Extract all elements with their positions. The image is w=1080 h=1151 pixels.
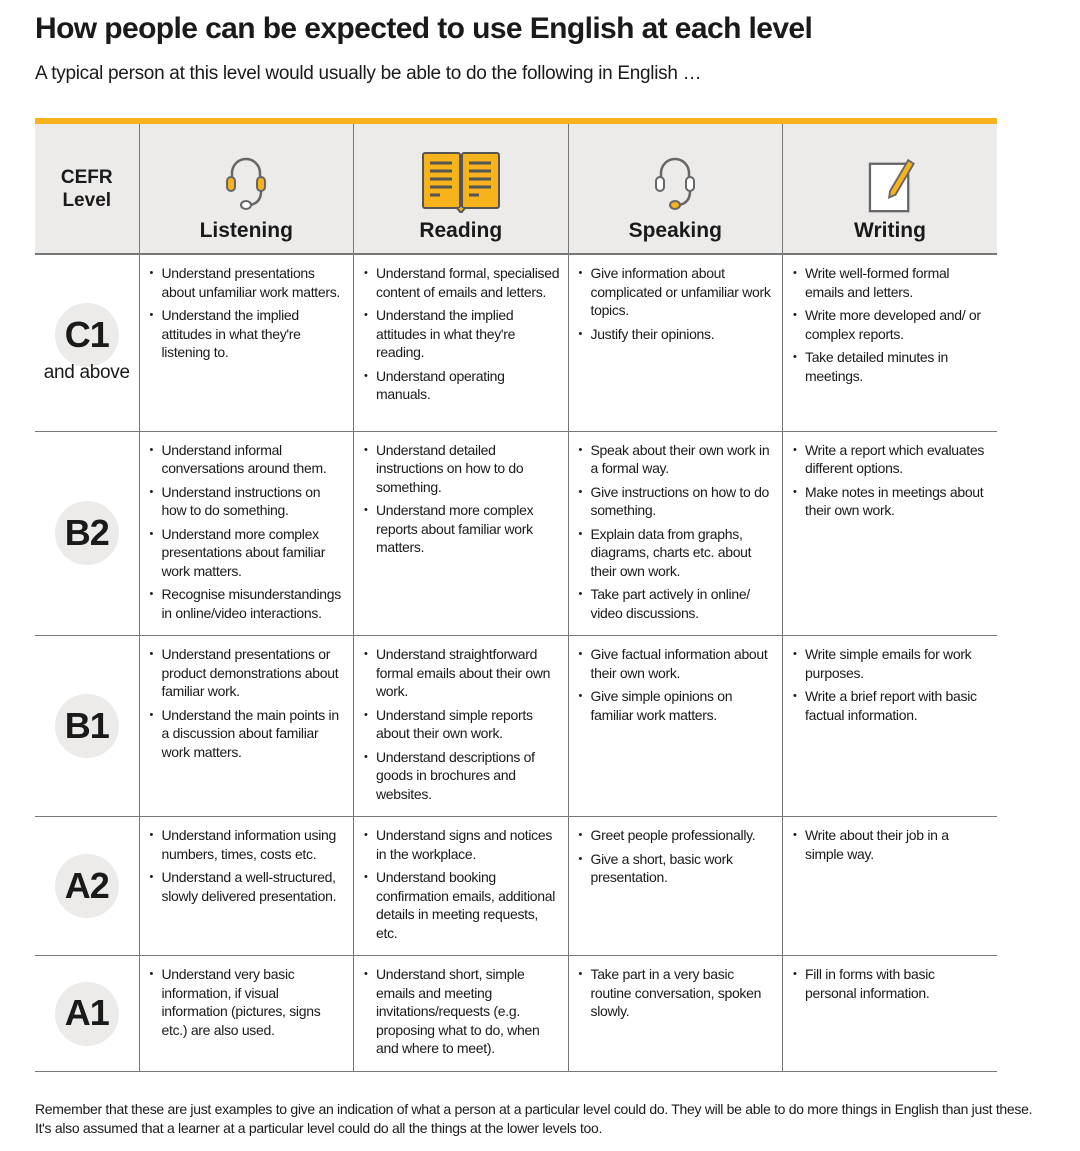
can-do-list — [150, 441, 346, 623]
can-do-list — [579, 441, 775, 623]
writing-cell — [783, 817, 998, 956]
speaking-cell — [568, 956, 783, 1072]
can-do-item: • Take part actively in online/ video discussions. — [579, 585, 775, 622]
header-label: Listening — [199, 219, 293, 242]
can-do-item: • Give a short, basic work presentation. — [579, 850, 775, 887]
table-header-row — [35, 121, 997, 254]
can-do-item: • Greet people professionally. — [579, 826, 775, 845]
can-do-item: • Understand detailed instructions on how to do something. — [364, 441, 560, 497]
reading-cell — [354, 431, 569, 636]
level-badge: B2 — [55, 501, 119, 565]
writing-cell — [783, 956, 998, 1072]
listening-cell — [139, 956, 354, 1072]
speaking-cell — [568, 254, 783, 431]
header-level-line2: Level — [62, 189, 112, 211]
listening-cell — [139, 254, 354, 431]
can-do-item: • Understand the implied attitudes in what they're reading. — [364, 306, 560, 362]
page-title: How people can be expected to use English at each level — [35, 12, 813, 45]
level-badge: C1 — [55, 303, 119, 367]
listening-cell — [139, 636, 354, 817]
level-qualifier: and above — [43, 362, 130, 384]
can-do-item: • Understand simple reports about their own work. — [364, 706, 560, 743]
can-do-list — [579, 965, 775, 1021]
level-badge: B1 — [55, 694, 119, 758]
can-do-item: • Understand formal, specialised content of emails and letters. — [364, 264, 560, 301]
header-listening — [139, 121, 354, 254]
can-do-list — [793, 264, 989, 385]
writing-cell — [783, 431, 998, 636]
can-do-list — [793, 965, 989, 1002]
level-cell — [35, 254, 139, 431]
level-cell — [35, 817, 139, 956]
can-do-item: • Write well-formed formal emails and letters. — [793, 264, 989, 301]
can-do-item: • Understand instructions on how to do something. — [150, 483, 346, 520]
can-do-item: • Understand informal conversations around them. — [150, 441, 346, 478]
can-do-item: • Write a report which evaluates different options. — [793, 441, 989, 478]
can-do-item: • Understand the main points in a discussion about familiar work matters. — [150, 706, 346, 762]
can-do-item: • Understand a well-structured, slowly delivered presentation. — [150, 868, 346, 905]
can-do-item: • Give information about complicated or unfamiliar work topics. — [579, 264, 775, 320]
table-row-c1 — [35, 254, 997, 431]
can-do-item: • Understand presentations about unfamiliar work matters. — [150, 264, 346, 301]
speaking-cell — [568, 817, 783, 956]
header-speaking — [568, 121, 783, 254]
listening-cell — [139, 431, 354, 636]
header-label: Speaking — [628, 219, 722, 242]
can-do-list — [364, 965, 560, 1058]
can-do-list — [364, 264, 560, 404]
level-badge: A1 — [55, 982, 119, 1046]
header-level-line1: CEFR — [60, 166, 113, 188]
can-do-item: • Understand signs and notices in the workplace. — [364, 826, 560, 863]
can-do-item: • Give instructions on how to do something. — [579, 483, 775, 520]
level-cell — [35, 431, 139, 636]
paper-pencil-icon — [862, 151, 918, 213]
can-do-list — [579, 264, 775, 343]
can-do-list — [364, 441, 560, 557]
table-row-a1 — [35, 956, 997, 1072]
level-cell — [35, 636, 139, 817]
footer-note: Remember that these are just examples to give an indication of what a person at a particular level could do. They will be able to do more things in English than just these. It's also assumed that a learner at a particular level could do all the things at the lower levels too. — [35, 1101, 1033, 1136]
reading-cell — [354, 254, 569, 431]
can-do-item: • Understand more complex presentations about familiar work matters. — [150, 525, 346, 581]
cefr-table — [35, 118, 997, 1072]
can-do-item: • Understand booking confirmation emails, additional details in meeting requests, etc. — [364, 868, 560, 942]
reading-cell — [354, 956, 569, 1072]
can-do-item: • Take detailed minutes in meetings. — [793, 348, 989, 385]
can-do-list — [793, 441, 989, 520]
can-do-item: • Understand information using numbers, times, costs etc. — [150, 826, 346, 863]
can-do-item: • Understand straightforward formal emails about their own work. — [364, 645, 560, 701]
can-do-item: • Write a brief report with basic factual information. — [793, 687, 989, 724]
can-do-item: • Take part in a very basic routine conversation, spoken slowly. — [579, 965, 775, 1021]
reading-cell — [354, 817, 569, 956]
speaking-cell — [568, 431, 783, 636]
table-row-a2 — [35, 817, 997, 956]
can-do-list — [364, 645, 560, 803]
writing-cell — [783, 636, 998, 817]
can-do-item: • Understand more complex reports about familiar work matters. — [364, 501, 560, 557]
can-do-item: • Understand very basic information, if visual information (pictures, signs etc.) are also used. — [150, 965, 346, 1039]
table-row-b1 — [35, 636, 997, 817]
can-do-list — [150, 264, 346, 362]
can-do-item: • Speak about their own work in a formal way. — [579, 441, 775, 478]
can-do-item: • Justify their opinions. — [579, 325, 775, 344]
speaking-cell — [568, 636, 783, 817]
can-do-item: • Explain data from graphs, diagrams, charts etc. about their own work. — [579, 525, 775, 581]
listening-cell — [139, 817, 354, 956]
can-do-list — [793, 826, 989, 863]
can-do-item: • Understand operating manuals. — [364, 367, 560, 404]
can-do-item: • Write more developed and/ or complex reports. — [793, 306, 989, 343]
writing-cell — [783, 254, 998, 431]
header-writing — [783, 121, 998, 254]
page-subtitle: A typical person at this level would usually be able to do the following in English … — [35, 63, 702, 84]
headphones-icon — [216, 151, 276, 213]
can-do-item: • Understand short, simple emails and meeting invitations/requests (e.g. proposing what to do, when and where to meet). — [364, 965, 560, 1058]
can-do-list — [150, 645, 346, 761]
header-label: Writing — [854, 219, 926, 242]
can-do-item: • Give simple opinions on familiar work matters. — [579, 687, 775, 724]
can-do-list — [150, 826, 346, 905]
can-do-item: • Understand the implied attitudes in what they're listening to. — [150, 306, 346, 362]
header-reading — [354, 121, 569, 254]
can-do-list — [364, 826, 560, 942]
can-do-item: • Understand descriptions of goods in brochures and websites. — [364, 748, 560, 804]
can-do-item: • Understand presentations or product demonstrations about familiar work. — [150, 645, 346, 701]
header-label: Reading — [419, 219, 503, 242]
can-do-list — [793, 645, 989, 724]
can-do-item: • Give factual information about their own work. — [579, 645, 775, 682]
header-cefr-level — [35, 121, 139, 254]
can-do-item: • Recognise misunderstandings in online/video interactions. — [150, 585, 346, 622]
can-do-item: • Write about their job in a simple way. — [793, 826, 989, 863]
headset-microphone-icon — [645, 151, 705, 213]
can-do-item: • Write simple emails for work purposes. — [793, 645, 989, 682]
can-do-item: • Fill in forms with basic personal information. — [793, 965, 989, 1002]
level-cell — [35, 956, 139, 1072]
can-do-list — [579, 645, 775, 724]
can-do-list — [150, 965, 346, 1039]
level-badge: A2 — [55, 854, 119, 918]
can-do-list — [579, 826, 775, 887]
reading-cell — [354, 636, 569, 817]
can-do-item: • Make notes in meetings about their own work. — [793, 483, 989, 520]
table-row-b2 — [35, 431, 997, 636]
book-icon — [421, 151, 501, 213]
